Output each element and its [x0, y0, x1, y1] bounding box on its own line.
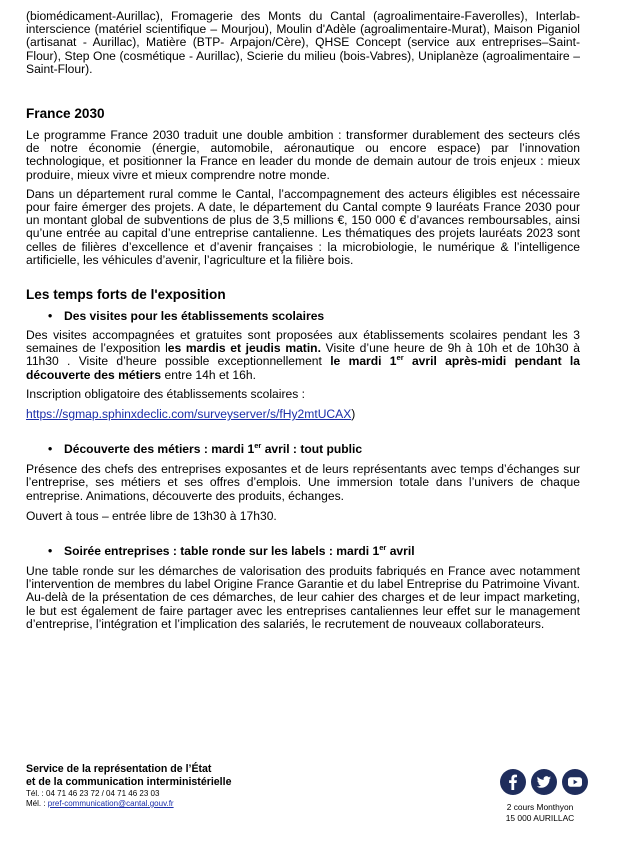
bullet-dot: •	[48, 544, 53, 559]
section-title-france2030: France 2030	[26, 106, 105, 122]
footer-org-line-1: Service de la représentation de l’État	[26, 763, 212, 775]
bullet-dot: •	[48, 309, 53, 324]
footer-tel: Tél. : 04 71 46 23 72 / 04 71 46 23 03	[26, 789, 160, 798]
visites-paragraph-1: Des visites accompagnées et gratuites sont proposées aux établissements scolaires pendant les 3 semaines de l’exposition les mardis et jeudis matin. Visite d’une heure de 9h à 10h et de 10h30 à 11h30 . Visite d’heure possible exceptionnellement le mardi 1er avril après-midi pendant la découverte des métiers entre 14h et 16h.	[26, 328, 581, 382]
bullet-soiree	[26, 544, 580, 558]
bullet-soiree-heading: Soirée entreprises : table ronde sur les labels : mardi 1er avril	[64, 543, 415, 559]
footer-address	[490, 802, 590, 823]
decouverte-paragraph-1: Présence des chefs des entreprises exposantes et de leurs représentants avec temps d’échanges sur l’entreprise, ses métiers et ses offres d’emplois. Une immersion totale dans l’univers de chaque entreprise. Animations, découverte des produits, échanges.	[26, 462, 580, 503]
soiree-paragraph-1: Une table ronde sur les démarches de valorisation des produits fabriqués en France avec notamment l’intervention de membres du label Origine France Garantie et du label Entreprise du Patrimoine Vivant. Au-delà de la présentation de ces démarches, de leur cahier des charges et de leur impact marketing, le but est également de faire partager avec les entreprises cantaliennes leur effet sur le management d’entreprise, l’intégration et l’implication des salariés, le recrutement de nouveaux collaborateurs.	[26, 564, 580, 631]
youtube-icon[interactable]	[562, 769, 588, 795]
france2030-paragraph-2: Dans un département rural comme le Cantal, l’accompagnement des acteurs éligibles est nécessaire pour faire émerger des projets. A date, le département du Cantal compte 9 lauréats France 2030 pour un montant global de subventions de plus de 3,5 millions €, 150 000 € d’avances remboursables, ainsi qu’une entrée au capital d’une entreprise cantalienne. Les thématiques des projets lauréats 2023 sont celles de filières d’excellence et d’avenir françaises : la microbiologie, le numérique & l’intelligence artificielle, les véhicules d’avenir, l’agriculture et la filière bois.	[26, 186, 580, 267]
bullet-dot: •	[48, 442, 53, 457]
facebook-icon[interactable]	[500, 769, 526, 795]
bullet-visites	[26, 309, 580, 323]
bullet-visites-heading: Des visites pour les établissements scolaires	[64, 309, 325, 324]
social-icons	[500, 769, 588, 797]
bullet-decouverte	[26, 442, 580, 456]
registration-link[interactable]: https://sgmap.sphinxdeclic.com/surveyserver/s/fHy2mtUCAX	[26, 407, 352, 422]
france2030-paragraph-1: Le programme France 2030 traduit une double ambition : transformer durablement des secteurs clés de notre économie (énergie, automobile, aéronautique ou encore espace) par l’innovation technologique, et positionner la France en leader du monde de demain autour de trois enjeux : mieux produire, mieux vivre et mieux comprendre notre monde.	[26, 128, 580, 182]
footer-contact	[26, 763, 326, 809]
footer-email-link[interactable]: pref-communication@cantal.gouv.fr	[47, 799, 174, 808]
twitter-icon[interactable]	[531, 769, 557, 795]
document-body	[26, 10, 580, 631]
visites-link-line: https://sgmap.sphinxdeclic.com/surveyserver/s/fHy2mtUCAX)	[26, 407, 356, 422]
address-line-1: 2 cours Monthyon	[506, 802, 574, 812]
footer-org-line-2: et de la communication interministérielle	[26, 775, 232, 788]
intro-continued: (biomédicament-Aurillac), Fromagerie des Monts du Cantal (agroalimentaire-Faverolles), Interlab-interscience (matériel scientifique – Mourjou), Moulin d'Adèle (agroalimentaire-Murat), Maison Piganiol (artisanat - Aurillac), Matière (BTP- Arpajon/Cère), QHSE Concept (service aux entreprises–Saint-Flour), Step One (cosmétique - Aurillac), Scierie du milieu (bois-Vabres), Uniplanèze (agroalimentaire – Saint-Flour).	[26, 9, 580, 76]
section-title-temps-forts: Les temps forts de l'exposition	[26, 287, 226, 303]
address-line-2: 15 000 AURILLAC	[505, 812, 575, 823]
footer-mail-line: Mél. : pref-communication@cantal.gouv.fr	[26, 799, 174, 808]
decouverte-paragraph-2: Ouvert à tous – entrée libre de 13h30 à 17h30.	[26, 508, 277, 523]
visites-paragraph-2: Inscription obligatoire des établissements scolaires :	[26, 386, 305, 401]
bullet-decouverte-heading: Découverte des métiers : mardi 1er avril : tout public	[64, 441, 363, 457]
